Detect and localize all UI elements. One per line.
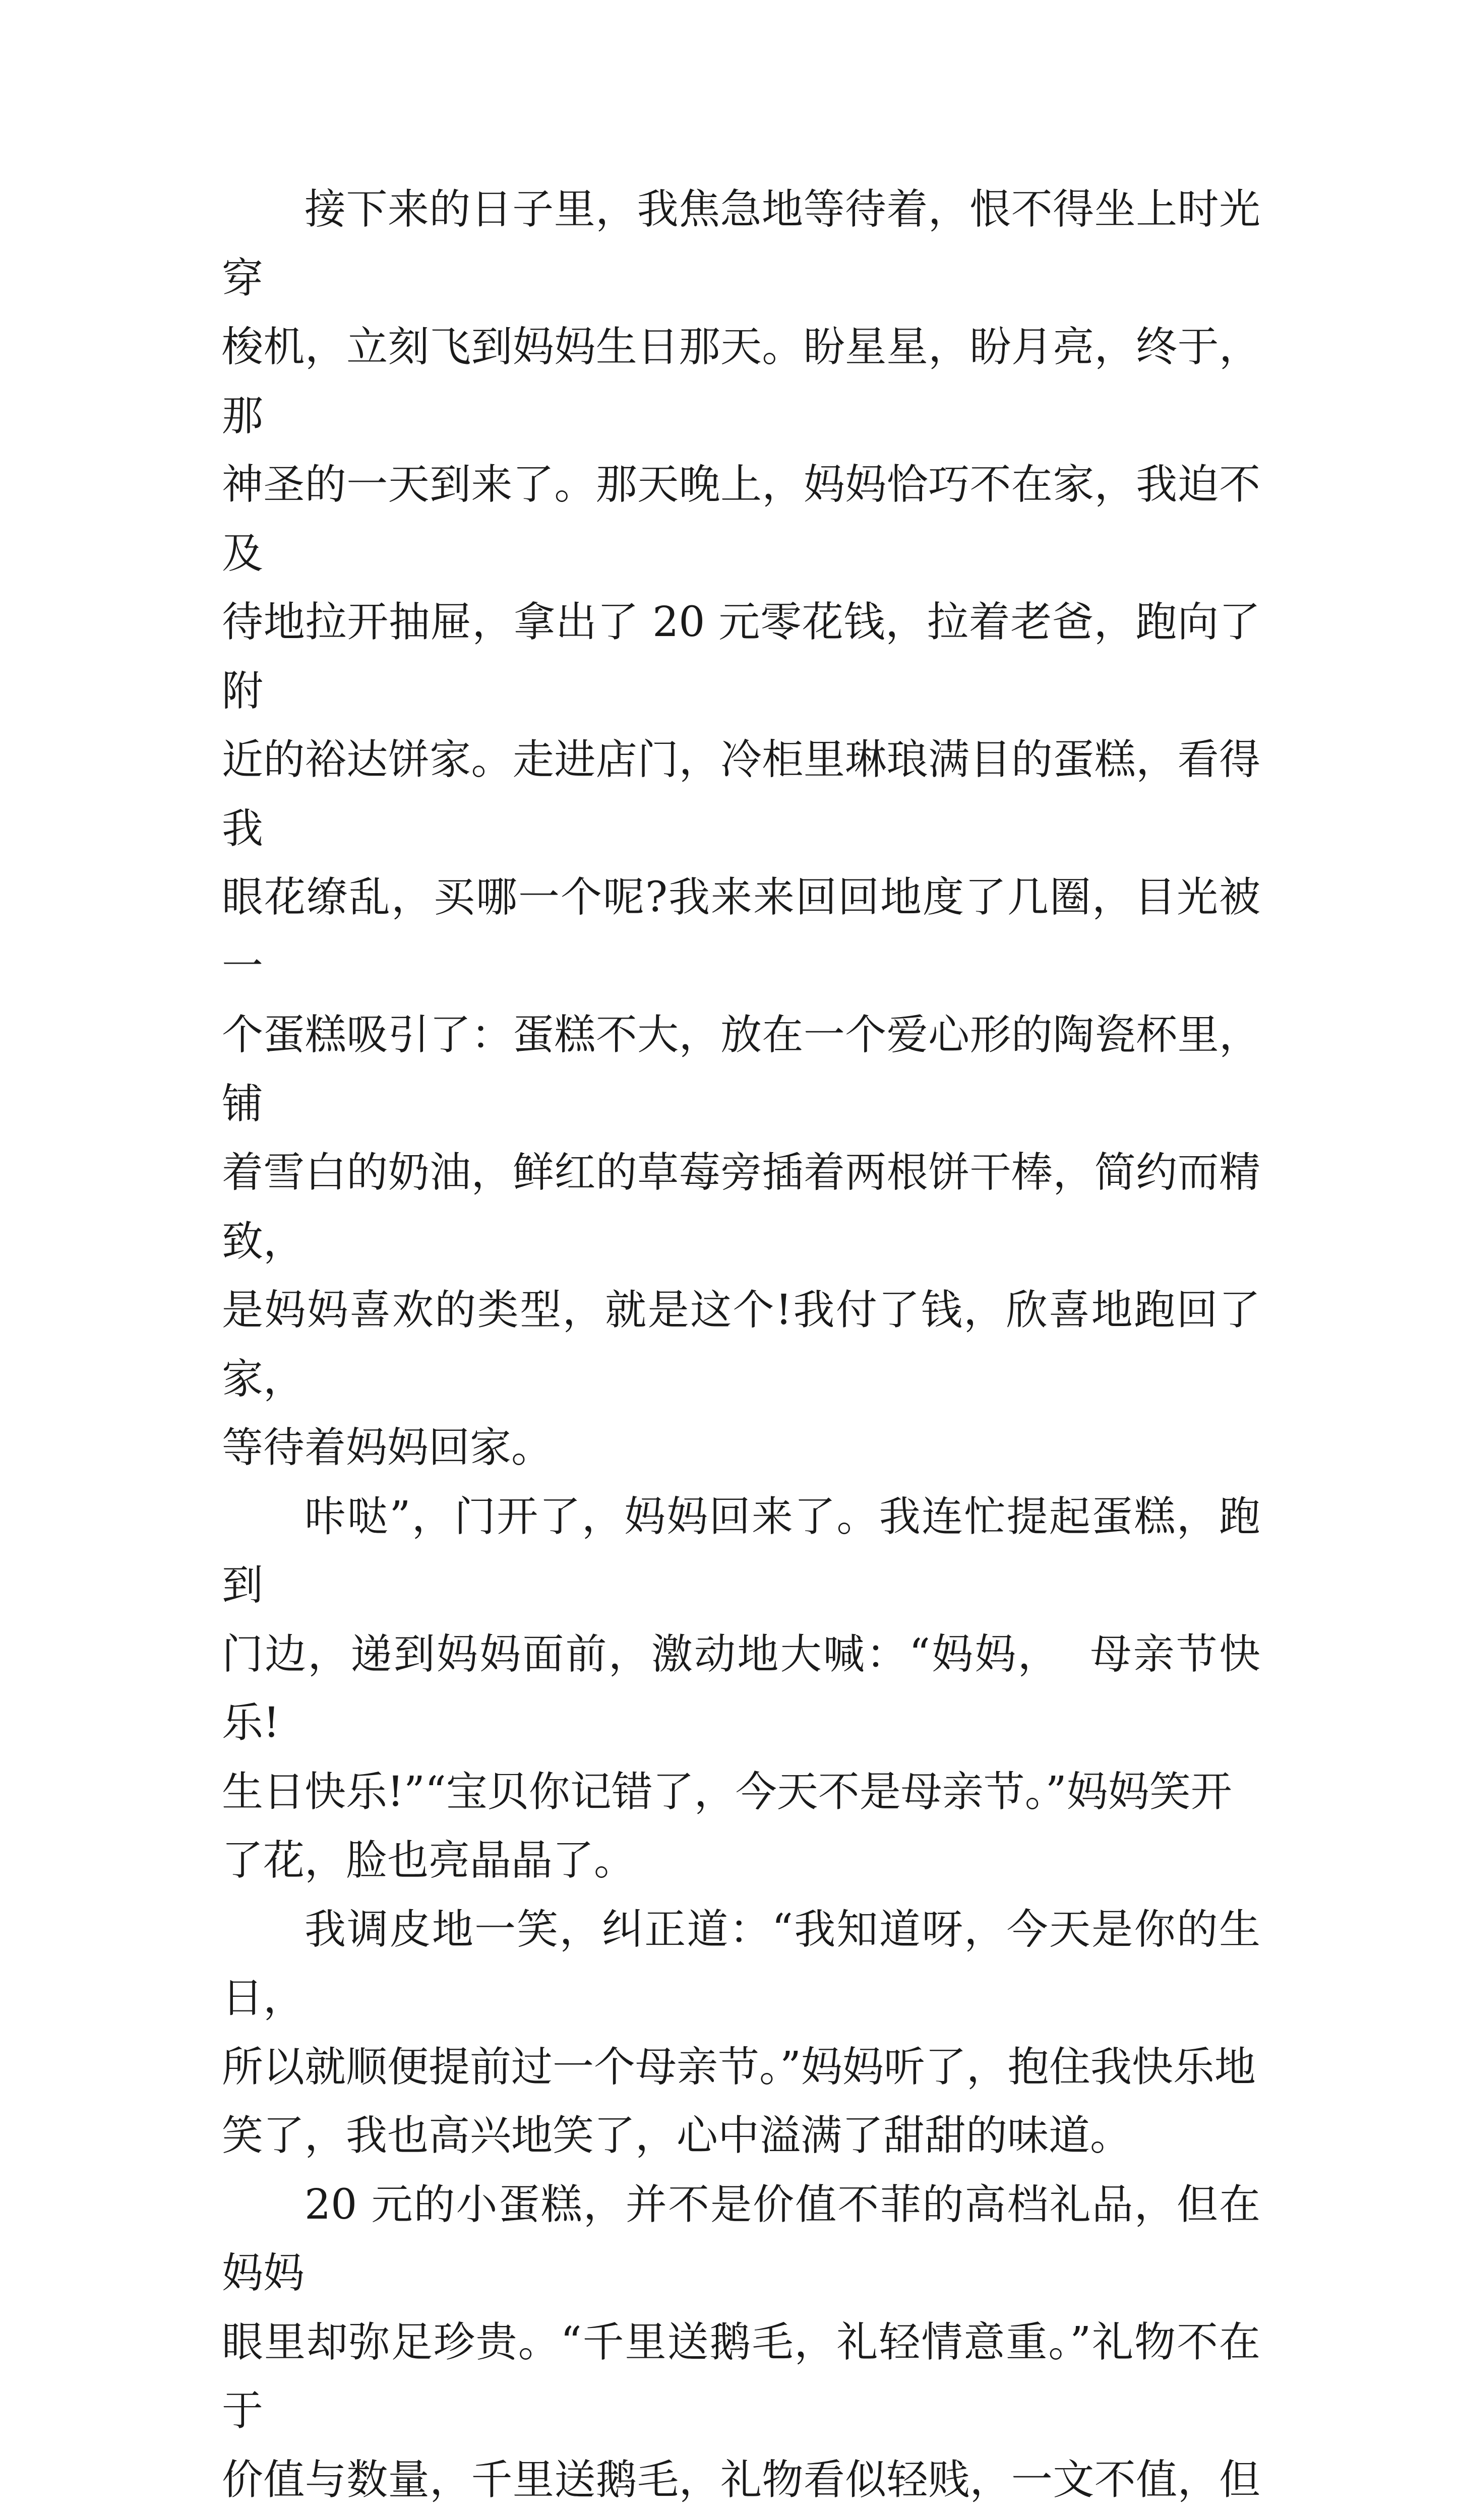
paragraph-3: 我调皮地一笑，纠正道：“我知道呀，今天是你的生日， 所以就顺便提前过一个母亲节。”妈妈听了，抱住我快乐地 笑了，我也高兴地笑了，心中溢满了甜甜的味道。 (222, 1896, 1260, 2171)
paragraph-1: 接下来的日子里，我焦急地等待着，恨不得坐上时光穿 梭机，立刻飞到妈妈生日那天。盼星星，盼月亮，终于，那 神圣的一天到来了。那天晚上，妈妈恰巧不在家，我迫不及 待地拉开抽屉，拿出了 20 元零花钱，拉着老爸，跑向了附 近的裕达饼家。走进店门，冷柜里琳琅满目的蛋糕，看得我 眼花缭乱，买哪一个呢?我来来回回地度了几圈，目光被一 个蛋糕吸引了：蛋糕不大，放在一个爱心形的陶瓷杯里，铺 着雪白的奶油，鲜红的草莓旁插着两根饼干棒，简约而精致， 是妈妈喜欢的类型，就是这个!我付了钱，欣喜地跑回了家， 等待着妈妈回家。 (222, 175, 1260, 1483)
document-body (222, 175, 1260, 2520)
paragraph-4: 20 元的小蛋糕，并不是价值不菲的高档礼品，但在妈妈 眼里却弥足珍贵。“千里送鹅毛，礼轻情意重。”礼物不在于 价值与数量，千里送鹅毛，礼物看似轻贱，一文不值，但 (222, 2171, 1260, 2520)
paragraph-2: 咔哒”，门开了，妈妈回来了。我连忙提起蛋糕，跑到 门边，递到妈妈面前，激动地大喊：“妈妈， 母亲节快乐! 生日快乐!”“宝贝你记错了，今天不是母亲节。”妈妈笑开 了花，脸也亮晶晶了。 (222, 1483, 1260, 1896)
